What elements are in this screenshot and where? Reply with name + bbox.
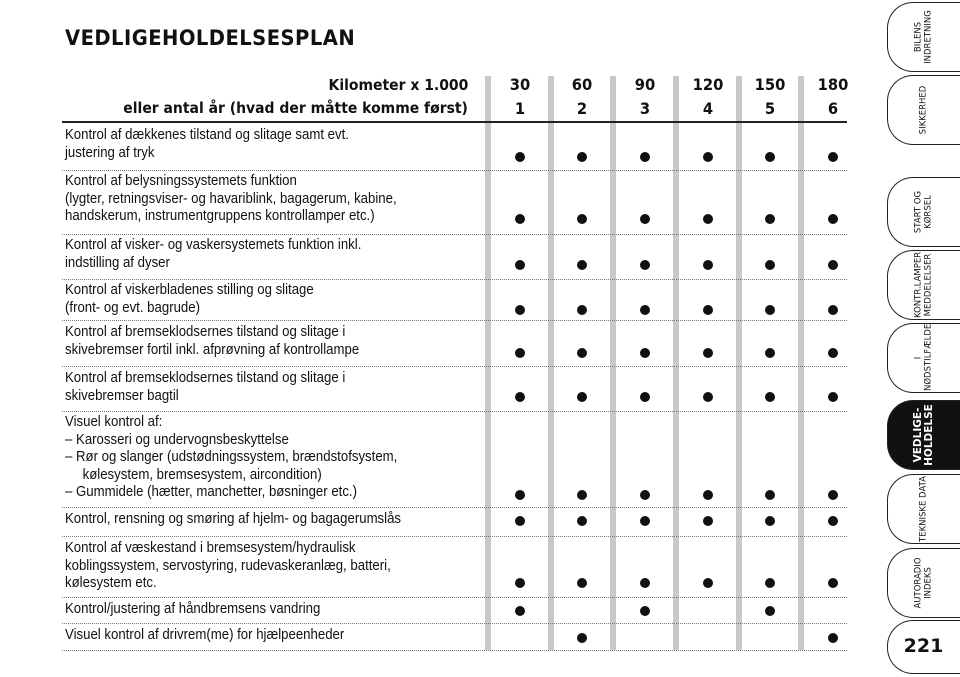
service-mark-dot: [577, 260, 587, 270]
service-mark-dot: [703, 516, 713, 526]
chapter-tab-label: SIKKERHED: [918, 85, 929, 135]
column-stripe: [673, 76, 679, 650]
service-mark-dot: [703, 578, 713, 588]
service-mark-dot: [515, 152, 525, 162]
service-mark-dot: [828, 214, 838, 224]
row-text-line: skivebremser bagtil: [65, 386, 179, 404]
service-mark-dot: [577, 490, 587, 500]
row-text-line: Kontrol af visker- og vaskersystemets funktion inkl.: [65, 236, 362, 253]
column-stripe: [610, 76, 616, 650]
row-text-line: kølesystem etc.: [65, 574, 157, 591]
km-column-header: 90: [634, 75, 656, 94]
service-mark-dot: [828, 633, 838, 643]
service-mark-dot: [577, 633, 587, 643]
table-row-description: [65, 539, 435, 592]
service-mark-dot: [640, 305, 650, 315]
row-divider: [62, 234, 847, 235]
service-mark-dot: [765, 260, 775, 270]
service-mark-dot: [765, 606, 775, 616]
service-mark-dot: [577, 392, 587, 402]
km-column-header: 120: [692, 75, 724, 94]
service-mark-dot: [515, 305, 525, 315]
service-mark-dot: [640, 606, 650, 616]
service-mark-dot: [828, 490, 838, 500]
row-divider: [62, 507, 847, 508]
table-row-description: [65, 600, 435, 618]
chapter-tab-label: START OG KØRSEL: [913, 190, 933, 234]
service-mark-dot: [515, 606, 525, 616]
table-row-description: [65, 236, 435, 271]
km-column-header: 150: [754, 75, 786, 94]
table-row-description: [65, 626, 435, 644]
year-column-header: 1: [514, 99, 526, 118]
page-number: 221: [903, 635, 944, 657]
row-divider: [62, 279, 847, 280]
service-mark-dot: [703, 152, 713, 162]
service-mark-dot: [640, 490, 650, 500]
service-mark-dot: [640, 348, 650, 358]
service-mark-dot: [577, 516, 587, 526]
row-text-line: – Gummidele (hætter, manchetter, bøsninger etc.): [65, 483, 357, 500]
table-row-description: [65, 510, 435, 528]
column-stripe: [798, 76, 804, 650]
header-divider: [62, 121, 847, 123]
table-row-description: [65, 369, 435, 404]
column-stripe: [548, 76, 554, 650]
row-text-line: (front- og evt. bagrude): [65, 298, 201, 316]
row-text-line: Visuel kontrol af:: [65, 413, 163, 430]
row-divider: [62, 170, 847, 171]
chapter-tab-label: AUTORADIO INDEKS: [913, 557, 933, 609]
row-text-line: Kontrol af væskestand i bremsesystem/hydraulisk: [65, 539, 356, 556]
row-text-line: Kontrol af dækkenes tilstand og slitage samt evt.: [65, 126, 349, 143]
year-header-label: eller antal år (hvad der måtte komme først): [123, 99, 468, 117]
chapter-tab[interactable]: [887, 548, 960, 618]
chapter-tab[interactable]: [887, 323, 960, 393]
service-mark-dot: [703, 392, 713, 402]
row-divider: [62, 411, 847, 412]
chapter-tab[interactable]: [887, 250, 960, 320]
column-stripe: [736, 76, 742, 650]
service-mark-dot: [828, 305, 838, 315]
year-column-header: 4: [702, 99, 714, 118]
row-text-line: handskerum, instrumentgruppens kontrollamper etc.): [65, 207, 375, 224]
service-mark-dot: [703, 214, 713, 224]
table-row-description: [65, 413, 435, 501]
row-text-line: Kontrol af belysningssystemets funktion: [65, 172, 297, 189]
column-stripe: [485, 76, 491, 650]
row-divider: [62, 366, 847, 367]
page-title: VEDLIGEHOLDELSESPLAN: [65, 26, 356, 50]
service-mark-dot: [828, 578, 838, 588]
service-mark-dot: [703, 260, 713, 270]
row-divider: [62, 623, 847, 624]
row-text-line: Visuel kontrol af drivrem(me) for hjælpeenheder: [65, 626, 345, 643]
row-text-line: indstilling af dyser: [65, 253, 170, 271]
chapter-tab-label: BILENS INDRETNING: [913, 10, 933, 64]
service-mark-dot: [640, 392, 650, 402]
service-mark-dot: [577, 214, 587, 224]
row-divider: [62, 650, 847, 651]
service-mark-dot: [765, 348, 775, 358]
service-mark-dot: [515, 392, 525, 402]
chapter-tab-label: KONTR.LAMPER MEDDELELSER: [913, 251, 933, 318]
row-text-line: skivebremser fortil inkl. afprøvning af kontrollampe: [65, 340, 360, 358]
chapter-tab-label: I NØDSTILFÆLDE: [913, 323, 933, 391]
chapter-tab[interactable]: [887, 2, 960, 72]
service-mark-dot: [515, 490, 525, 500]
kilometer-header-label: Kilometer x 1.000: [328, 76, 468, 94]
chapter-tab-label: TEKNISKE DATA: [918, 476, 929, 542]
row-text-line: Kontrol af viskerbladenes stilling og slitage: [65, 281, 314, 298]
service-mark-dot: [828, 348, 838, 358]
table-row-description: [65, 126, 435, 161]
chapter-tab[interactable]: [887, 400, 960, 470]
chapter-tab[interactable]: [887, 75, 960, 145]
row-text-line: (lygter, retningsviser- og havariblink, bagagerum, kabine,: [65, 189, 397, 207]
service-mark-dot: [765, 490, 775, 500]
row-text-line: Kontrol/justering af håndbremsens vandring: [65, 600, 321, 617]
row-text-line: koblingssystem, servostyring, rudevaskeranlæg, batteri,: [65, 556, 391, 574]
service-mark-dot: [515, 516, 525, 526]
service-mark-dot: [515, 260, 525, 270]
service-mark-dot: [640, 260, 650, 270]
year-column-header: 3: [639, 99, 651, 118]
service-mark-dot: [640, 516, 650, 526]
year-column-header: 5: [764, 99, 776, 118]
chapter-tab-label: VEDLIGE- HOLDELSE: [912, 404, 935, 466]
service-mark-dot: [703, 348, 713, 358]
chapter-tab[interactable]: [887, 474, 960, 544]
service-mark-dot: [765, 152, 775, 162]
service-mark-dot: [640, 578, 650, 588]
service-mark-dot: [765, 214, 775, 224]
row-text-line: Kontrol af bremseklodsernes tilstand og slitage i: [65, 369, 346, 386]
service-mark-dot: [640, 152, 650, 162]
service-mark-dot: [640, 214, 650, 224]
row-divider: [62, 320, 847, 321]
row-text-line: kølesystem, bremsesystem, aircondition): [82, 465, 322, 483]
row-text-line: Kontrol, rensning og smøring af hjelm- og bagagerumslås: [65, 510, 402, 527]
row-divider: [62, 536, 847, 537]
row-divider: [62, 597, 847, 598]
chapter-tab[interactable]: [887, 177, 960, 247]
table-row-description: [65, 323, 435, 358]
km-column-header: 180: [817, 75, 849, 94]
table-row-description: [65, 281, 435, 316]
service-mark-dot: [765, 305, 775, 315]
service-mark-dot: [765, 392, 775, 402]
row-text-line: – Rør og slanger (udstødningssystem, brændstofsystem,: [65, 448, 398, 465]
service-mark-dot: [703, 490, 713, 500]
service-mark-dot: [577, 152, 587, 162]
service-mark-dot: [828, 152, 838, 162]
row-text-line: justering af tryk: [65, 143, 155, 161]
year-column-header: 2: [576, 99, 588, 118]
km-column-header: 30: [509, 75, 531, 94]
row-text-line: – Karosseri og undervognsbeskyttelse: [65, 430, 289, 448]
service-mark-dot: [577, 348, 587, 358]
km-column-header: 60: [571, 75, 593, 94]
service-mark-dot: [703, 305, 713, 315]
service-mark-dot: [828, 260, 838, 270]
service-mark-dot: [515, 214, 525, 224]
service-mark-dot: [577, 578, 587, 588]
service-mark-dot: [765, 516, 775, 526]
service-mark-dot: [828, 392, 838, 402]
row-text-line: Kontrol af bremseklodsernes tilstand og slitage i: [65, 323, 346, 340]
service-mark-dot: [828, 516, 838, 526]
service-mark-dot: [577, 305, 587, 315]
service-mark-dot: [765, 578, 775, 588]
service-mark-dot: [515, 348, 525, 358]
service-mark-dot: [515, 578, 525, 588]
table-row-description: [65, 172, 435, 225]
year-column-header: 6: [827, 99, 839, 118]
